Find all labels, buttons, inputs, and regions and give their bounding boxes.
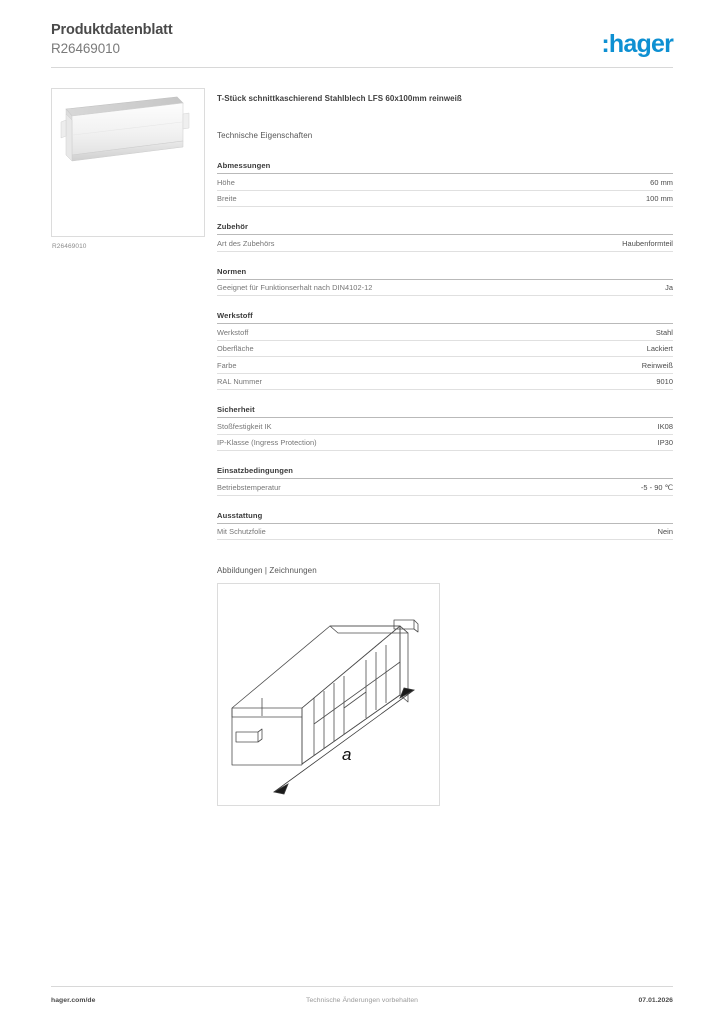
spec-row xyxy=(217,280,673,297)
spec-row-label: IP-Klasse (Ingress Protection) xyxy=(217,438,317,447)
spec-group-title: Abmessungen xyxy=(217,161,673,174)
drawings-heading: Abbildungen | Zeichnungen xyxy=(217,566,317,575)
spec-group xyxy=(217,311,673,390)
spec-row-label: RAL Nummer xyxy=(217,377,262,386)
product-photo-caption: R26469010 xyxy=(52,243,87,250)
spec-row-label: Höhe xyxy=(217,177,235,187)
spec-row-value: 9010 xyxy=(656,377,673,386)
hager-logo: :hager xyxy=(601,30,673,58)
spec-group-title: Sicherheit xyxy=(217,405,673,418)
spec-row-value: -5 - 90 ℃ xyxy=(640,482,673,492)
spec-group xyxy=(217,267,673,297)
spec-row-label: Farbe xyxy=(217,360,237,370)
spec-row-value: Haubenformteil xyxy=(622,238,673,248)
product-photo-trunking xyxy=(52,89,204,236)
page-header xyxy=(51,22,673,64)
page-title: Produktdatenblatt xyxy=(51,22,173,38)
dimension-label-a: a xyxy=(342,745,352,764)
spec-group xyxy=(217,222,673,252)
technical-properties-heading: Technische Eigenschaften xyxy=(217,131,313,140)
header-divider xyxy=(51,67,673,68)
spec-row-value: Stahl xyxy=(655,327,673,337)
spec-group-title: Normen xyxy=(217,267,673,280)
spec-row-label: Stoßfestigkeit IK xyxy=(217,421,272,431)
spec-group xyxy=(217,511,673,541)
spec-row-value: Lackiert xyxy=(646,344,673,353)
spec-row-value: IP30 xyxy=(657,438,673,447)
spec-row xyxy=(217,418,673,435)
spec-group-title: Einsatzbedingungen xyxy=(217,466,673,479)
footer-website[interactable]: hager.com/de xyxy=(51,997,96,1004)
spec-row-label: Geeignet für Funktionserhalt nach DIN4102-12 xyxy=(217,283,373,292)
spec-row xyxy=(217,357,673,374)
spec-row-label: Betriebstemperatur xyxy=(217,482,281,492)
product-photo-frame xyxy=(51,88,205,237)
spec-row-value: Reinweiß xyxy=(641,360,673,370)
spec-group xyxy=(217,405,673,451)
main-content xyxy=(217,93,673,806)
spec-row xyxy=(217,191,673,208)
spec-row xyxy=(217,524,673,541)
spec-row xyxy=(217,235,673,252)
spec-row-label: Oberfläche xyxy=(217,344,254,353)
footer-divider xyxy=(51,986,673,987)
spec-row-value: Ja xyxy=(665,283,673,292)
spec-row xyxy=(217,324,673,341)
spec-row xyxy=(217,374,673,391)
spec-row xyxy=(217,174,673,191)
specification-table xyxy=(217,161,673,540)
spec-group-title: Zubehör xyxy=(217,222,673,235)
technical-drawing-isometric xyxy=(218,584,439,805)
spec-row-label: Art des Zubehörs xyxy=(217,238,275,248)
spec-row xyxy=(217,341,673,358)
spec-group-title: Werkstoff xyxy=(217,311,673,324)
spec-row-value: 100 mm xyxy=(646,194,673,203)
product-name: T-Stück schnittkaschierend Stahlblech LFS 60x100mm reinweiß xyxy=(217,94,462,103)
spec-row-label: Mit Schutzfolie xyxy=(217,527,266,536)
spec-row-value: 60 mm xyxy=(650,177,673,187)
spec-row-value: Nein xyxy=(657,527,673,536)
spec-group xyxy=(217,466,673,496)
footer-date: 07.01.2026 xyxy=(638,997,673,1004)
spec-row-value: IK08 xyxy=(657,421,673,431)
page-footer xyxy=(51,997,673,1011)
spec-row xyxy=(217,479,673,496)
spec-row xyxy=(217,435,673,452)
spec-row-label: Breite xyxy=(217,194,237,203)
spec-group-title: Ausstattung xyxy=(217,511,673,524)
document-reference: R26469010 xyxy=(51,41,120,56)
technical-drawing-frame xyxy=(217,583,440,806)
footer-disclaimer: Technische Änderungen vorbehalten xyxy=(306,997,418,1004)
spec-group xyxy=(217,161,673,207)
spec-row-label: Werkstoff xyxy=(217,327,249,337)
